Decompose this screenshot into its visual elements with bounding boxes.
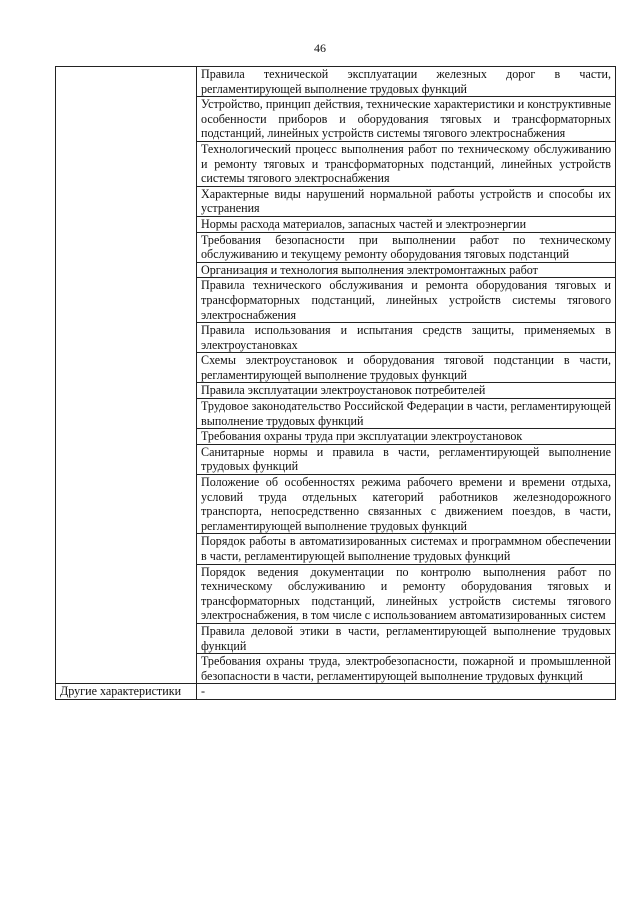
knowledge-item: Порядок работы в автоматизированных системах и программном обеспечении в части, регламентирующей выполнение трудовых функций (197, 534, 616, 564)
knowledge-item: Нормы расхода материалов, запасных частей и электроэнергии (197, 216, 616, 232)
knowledge-item: Характерные виды нарушений нормальной работы устройств и способы их устранения (197, 186, 616, 216)
other-characteristics-value: - (197, 684, 616, 700)
knowledge-item: Правила эксплуатации электроустановок потребителей (197, 383, 616, 399)
knowledge-item: Правила технической эксплуатации железных дорог в части, регламентирующей выполнение трудовых функций (197, 67, 616, 97)
other-characteristics-label: Другие характеристики (56, 684, 197, 700)
knowledge-item: Требования безопасности при выполнении работ по техническому обслуживанию и текущему ремонту оборудования тяговых подстанций (197, 232, 616, 262)
table-row (56, 67, 616, 97)
knowledge-item: Требования охраны труда при эксплуатации электроустановок (197, 429, 616, 445)
knowledge-item: Устройство, принцип действия, технические характеристики и конструктивные особенности приборов и оборудования тяговых и трансформаторных подстанций, линейных устройств системы тягового электроснабжения (197, 97, 616, 142)
page-number: 46 (314, 41, 326, 55)
knowledge-item: Схемы электроустановок и оборудования тяговой подстанции в части, регламентирующей выполнение трудовых функций (197, 353, 616, 383)
knowledge-item: Порядок ведения документации по контролю выполнения работ по техническому обслуживанию и ремонту оборудования тяговых и трансформаторных подстанций, линейных устройств системы тягового электроснабжения, в том числе с использованием автоматизированных систем (197, 564, 616, 623)
other-characteristics-row (56, 684, 616, 700)
knowledge-item: Требования охраны труда, электробезопасности, пожарной и промышленной безопасности в части, регламентирующей выполнение трудовых функций (197, 654, 616, 684)
knowledge-item: Технологический процесс выполнения работ по техническому обслуживанию и ремонту тяговых и трансформаторных подстанций, линейных устройств системы тягового электроснабжения (197, 141, 616, 186)
knowledge-item: Трудовое законодательство Российской Федерации в части, регламентирующей выполнение трудовых функций (197, 399, 616, 429)
knowledge-item: Положение об особенностях режима рабочего времени и времени отдыха, условий труда отдельных категорий работников железнодорожного транспорта, непосредственно связанных с движением поездов, в части, регламентирующей выполнение трудовых функций (197, 475, 616, 534)
left-empty-cell (56, 67, 197, 684)
knowledge-item: Правила деловой этики в части, регламентирующей выполнение трудовых функций (197, 623, 616, 653)
knowledge-item: Правила технического обслуживания и ремонта оборудования тяговых и трансформаторных подстанций, линейных устройств системы тягового электроснабжения (197, 278, 616, 323)
knowledge-item: Организация и технология выполнения электромонтажных работ (197, 262, 616, 278)
requirements-table (55, 66, 616, 700)
knowledge-item: Правила использования и испытания средств защиты, применяемых в электроустановках (197, 323, 616, 353)
knowledge-item: Санитарные нормы и правила в части, регламентирующей выполнение трудовых функций (197, 444, 616, 474)
